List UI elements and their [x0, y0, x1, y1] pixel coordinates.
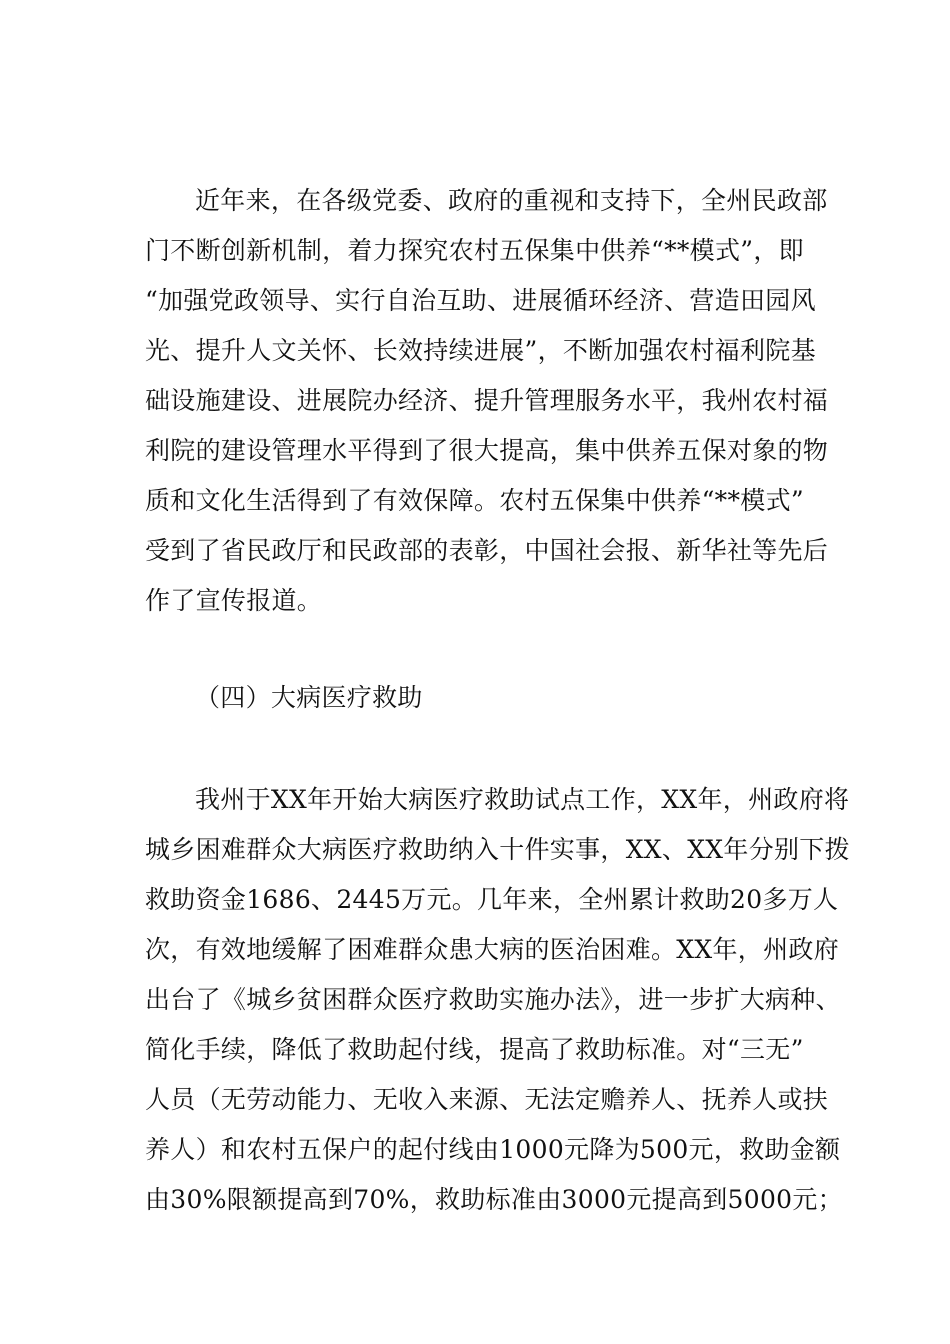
paragraph-rural-welfare — [145, 176, 829, 626]
text-line: 门不断创新机制，着力探究农村五保集中供养“**模式”，即 — [145, 236, 804, 265]
paragraph-medical-aid — [145, 775, 850, 1225]
text-line: 出台了《城乡贫困群众医疗救助实施办法》，进一步扩大病种、 — [145, 985, 841, 1014]
text-line: 简化手续，降低了救助起付线，提高了救助标准。对“三无” — [145, 1035, 804, 1064]
text-line: 次，有效地缓解了困难群众患大病的医治困难。XX年，州政府 — [145, 935, 839, 964]
text-line: 养人）和农村五保户的起付线由1000元降为500元，救助金额 — [145, 1135, 841, 1164]
text-line: 础设施建设、进展院办经济、提升管理服务水平，我州农村福 — [145, 386, 829, 415]
text-line: 质和文化生活得到了有效保障。农村五保集中供养“**模式” — [145, 486, 804, 515]
text-line: 人员（无劳动能力、无收入来源、无法定赡养人、抚养人或扶 — [145, 1085, 829, 1114]
text-line: 由30%限额提高到70%，救助标准由3000元提高到5000元； — [145, 1185, 843, 1214]
section-heading: （四）大病医疗救助 — [195, 683, 423, 712]
text-line: 作了宣传报道。 — [145, 586, 323, 615]
text-line: “加强党政领导、实行自治互助、进展循环经济、营造田园风 — [145, 286, 816, 315]
text-line: 近年来，在各级党委、政府的重视和支持下，全州民政部 — [195, 186, 828, 215]
text-line: 光、提升人文关怀、长效持续进展”，不断加强农村福利院基 — [145, 336, 816, 365]
text-line: 受到了省民政厅和民政部的表彰，中国社会报、新华社等先后 — [145, 536, 829, 565]
text-line: 利院的建设管理水平得到了很大提高，集中供养五保对象的物 — [145, 436, 829, 465]
text-line: 救助资金1686、2445万元。几年来，全州累计救助20多万人 — [145, 885, 839, 914]
text-line: 城乡困难群众大病医疗救助纳入十件实事，XX、XX年分别下拨 — [145, 835, 850, 864]
text-line: 我州于XX年开始大病医疗救助试点工作，XX年，州政府将 — [195, 785, 850, 814]
